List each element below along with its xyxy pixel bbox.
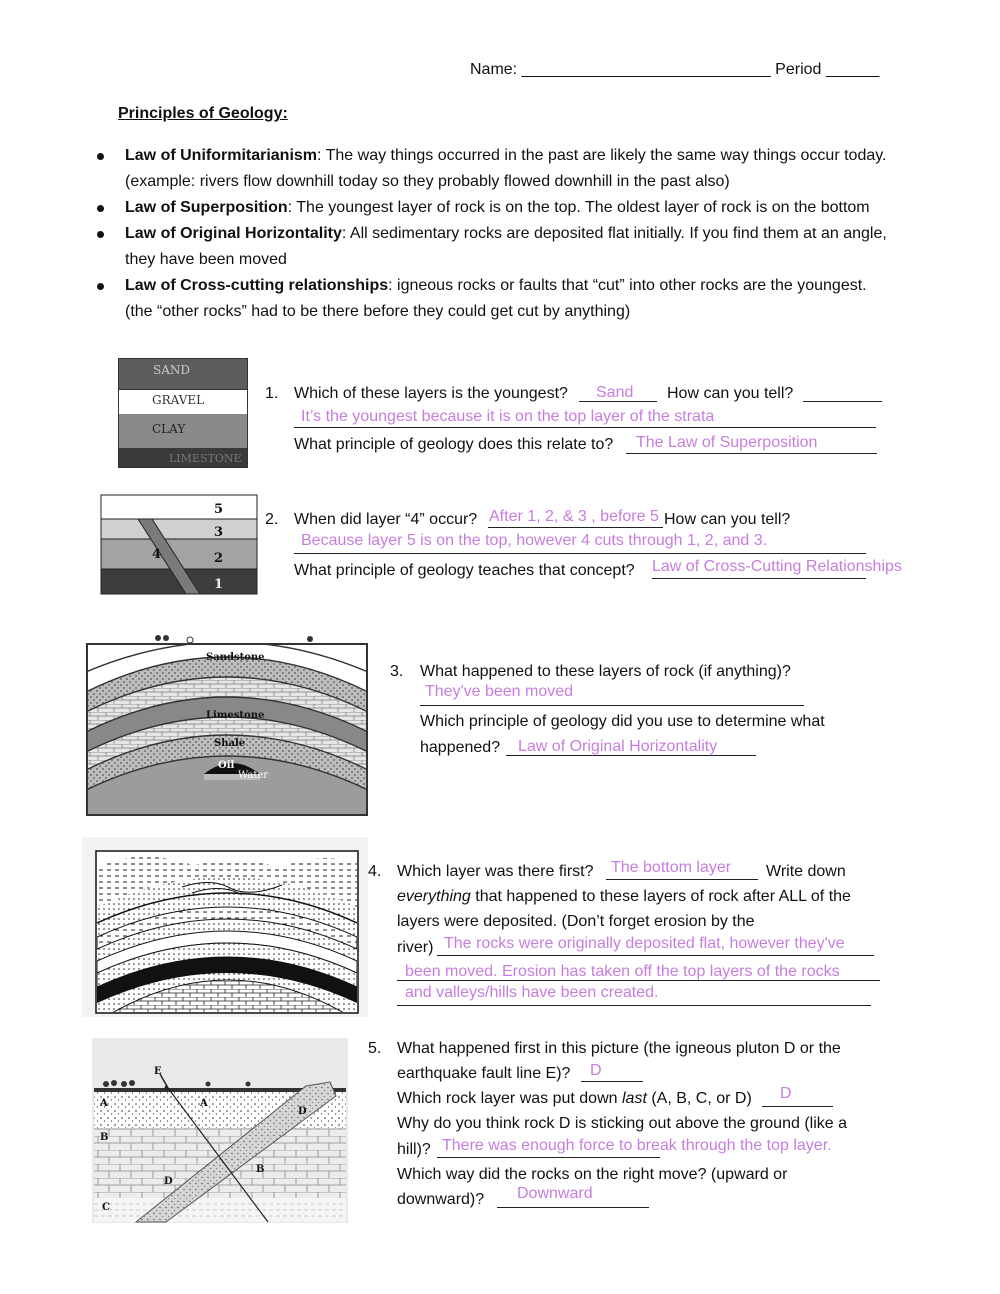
page-title: Principles of Geology: [118, 105, 288, 122]
q5-prompt-e: hill)? [397, 1141, 431, 1158]
layer-label: C [102, 1202, 110, 1213]
q5-answer-1: D [590, 1062, 602, 1079]
q1-prompt-b: How can you tell? [667, 385, 794, 402]
figure-5-pluton-fault [92, 1038, 348, 1223]
principle-3: Law of Original Horizontality: All sedimentary rocks are deposited flat initially. If you find them at an angle, [125, 225, 887, 242]
principle-3-cont: they have been moved [125, 251, 287, 268]
layer-label: D [298, 1106, 307, 1117]
principle-2: Law of Superposition: The youngest layer of rock is on the top. The oldest layer of rock is on the bottom [125, 199, 870, 216]
q3-answer-1: They've been moved [425, 683, 574, 700]
figure-4-fold-valley [82, 837, 368, 1017]
answer-line[interactable] [626, 453, 877, 454]
q4-prompt-d: layers were deposited. (Don’t forget erosion by the [397, 913, 755, 930]
q2-answer-3: Law of Cross-Cutting Relationships [652, 558, 902, 575]
q1-number: 1. [265, 385, 279, 402]
q5-prompt-g: downward)? [397, 1191, 485, 1208]
q2-number: 2. [265, 511, 279, 528]
layer-label: Oil [218, 760, 235, 771]
figure-1-strata [118, 358, 248, 468]
answer-line[interactable] [762, 1106, 833, 1107]
q5-answer-4: Downward [517, 1185, 593, 1202]
q2-answer-2: Because layer 5 is on the top, however 4 cuts through 1, 2, and 3. [301, 532, 768, 549]
q1-answer-2: It’s the youngest because it is on the top layer of the strata [301, 408, 715, 425]
layer-label: 5 [214, 502, 224, 517]
layer-label: 1 [214, 577, 224, 592]
layer-label: 3 [214, 525, 224, 540]
figure-3-anticline [86, 632, 368, 816]
figure-2-cross-cut [100, 494, 258, 595]
answer-line[interactable] [803, 401, 882, 402]
bullet-icon [97, 205, 104, 212]
q5-prompt-d: Why do you think rock D is sticking out above the ground (like a [397, 1115, 847, 1132]
layer-label: LIMESTONE [169, 452, 242, 465]
layer-label: B [100, 1132, 109, 1143]
layer-label: Shale [214, 738, 246, 749]
layer-label: GRAVEL [152, 393, 205, 407]
answer-line[interactable] [652, 578, 866, 579]
q5-prompt-b: earthquake fault line E)? [397, 1065, 571, 1082]
q5-prompt-c: Which rock layer was put down last (A, B, C, or D) [397, 1090, 752, 1107]
answer-line[interactable] [437, 1157, 660, 1158]
q5-answer-3: There was enough force to break through the top layer. [442, 1137, 832, 1154]
q3-prompt-b: Which principle of geology did you use to determine what [420, 713, 825, 730]
layer-label: B [256, 1164, 265, 1175]
q4-number: 4. [368, 863, 382, 880]
bullet-icon [97, 283, 104, 290]
answer-line[interactable] [437, 955, 874, 956]
layer-label: SAND [153, 363, 191, 377]
q1-answer-1: Sand [596, 384, 634, 401]
q4-answer-1: The bottom layer [611, 859, 732, 876]
q3-answer-2: Law of Original Horizontality [518, 738, 718, 755]
layer-label: E [154, 1066, 162, 1077]
q1-prompt-c: What principle of geology does this relate to? [294, 436, 614, 453]
layer-label: CLAY [152, 422, 186, 436]
q3-prompt-c: happened? [420, 739, 501, 756]
q4-answer-3: been moved. Erosion has taken off the top layers of the rocks [405, 963, 840, 980]
layer-label: A [200, 1098, 208, 1109]
q4-prompt-a: Which layer was there first? [397, 863, 594, 880]
principle-1: Law of Uniformitarianism: The way things occurred in the past are likely the same way things occur today. [125, 147, 887, 164]
q3-prompt-a: What happened to these layers of rock (if anything)? [420, 663, 791, 680]
q2-prompt-b: How can you tell? [664, 511, 791, 528]
layer-label: 2 [214, 551, 224, 566]
q3-number: 3. [390, 663, 404, 680]
layer-label: A [100, 1098, 108, 1109]
q2-prompt-c: What principle of geology teaches that concept? [294, 562, 635, 579]
layer-label: Sandstone [206, 652, 265, 663]
answer-line[interactable] [497, 1207, 649, 1208]
layer-label: 4 [152, 547, 162, 562]
q4-prompt-e: river) [397, 939, 434, 956]
answer-line[interactable] [581, 1081, 643, 1082]
q2-answer-1: After 1, 2, & 3 , before 5 [489, 508, 659, 525]
layer-label: D [164, 1176, 173, 1187]
layer-label: Limestone [206, 710, 265, 721]
q5-prompt-f: Which way did the rocks on the right move? (upward or [397, 1166, 788, 1183]
principle-4-cont: (the “other rocks” had to be there before they could get cut by anything) [125, 303, 631, 320]
name-period-line: Name: ____________________________ Period ______ [470, 61, 880, 78]
q4-answer-4: and valleys/hills have been created. [405, 984, 659, 1001]
q1-answer-3: The Law of Superposition [636, 434, 818, 451]
q4-answer-2: The rocks were originally deposited flat, however they've [444, 935, 845, 952]
layer-label: Water [238, 770, 269, 781]
q5-answer-2: D [780, 1085, 792, 1102]
q5-prompt-a: What happened first in this picture (the igneous pluton D or the [397, 1040, 841, 1057]
answer-line[interactable] [294, 427, 876, 428]
answer-line[interactable] [488, 527, 663, 528]
answer-line[interactable] [420, 705, 804, 706]
bullet-icon [97, 231, 104, 238]
principle-4: Law of Cross-cutting relationships: igneous rocks or faults that “cut” into other rocks are the youngest. [125, 277, 867, 294]
q4-prompt-b: Write down [766, 863, 846, 880]
q4-prompt-c: everything that happened to these layers of rock after ALL of the [397, 888, 851, 905]
q5-number: 5. [368, 1040, 382, 1057]
q1-prompt-a: Which of these layers is the youngest? [294, 385, 568, 402]
answer-line[interactable] [397, 1005, 871, 1006]
bullet-icon [97, 153, 104, 160]
principle-1-cont: (example: rivers flow downhill today so they probably flowed downhill in the past also) [125, 173, 730, 190]
q2-prompt-a: When did layer “4” occur? [294, 511, 478, 528]
answer-line[interactable] [294, 553, 866, 554]
answer-line[interactable] [606, 879, 758, 880]
